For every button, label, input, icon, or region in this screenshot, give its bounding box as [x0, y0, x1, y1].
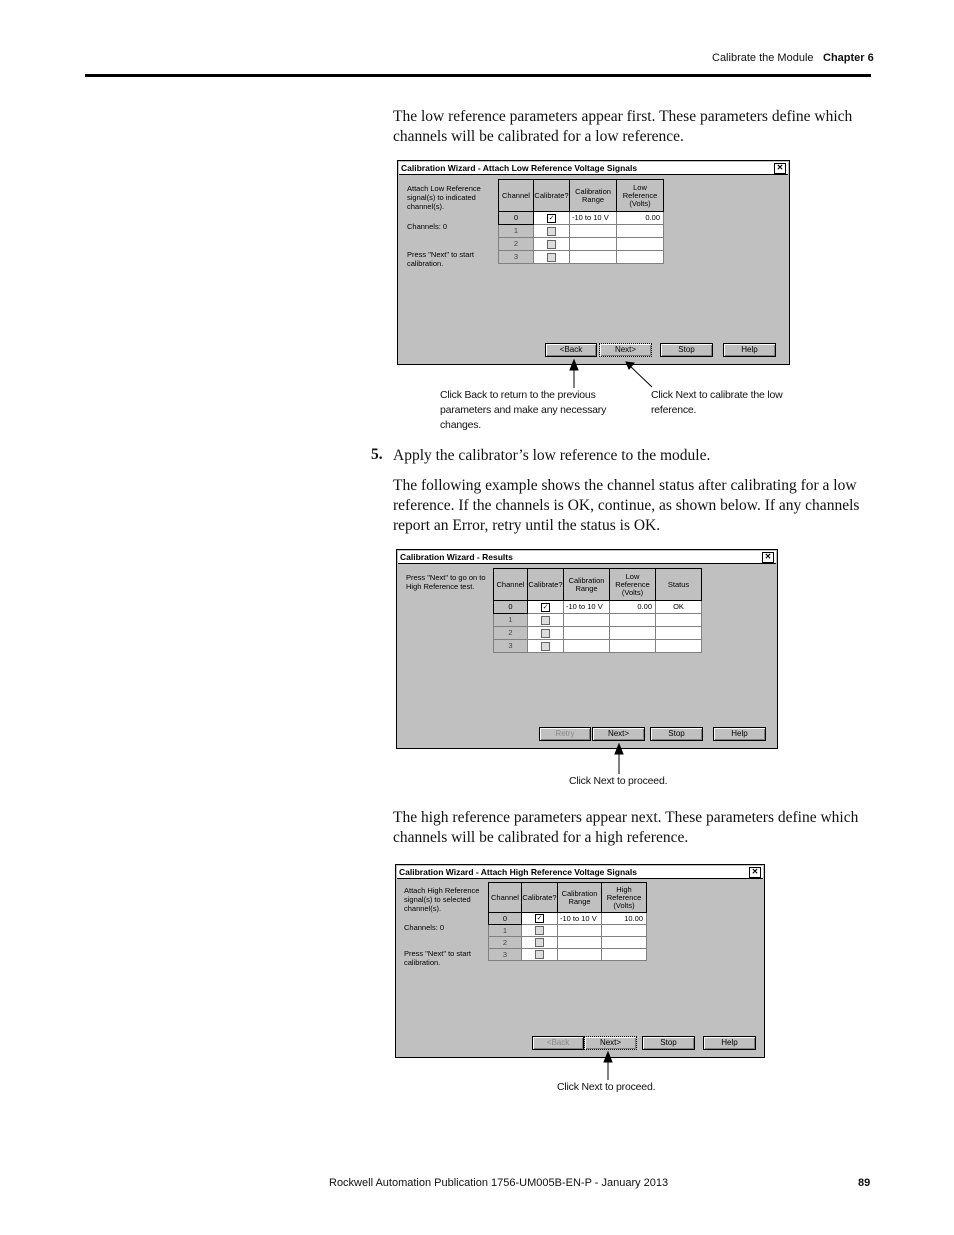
range-cell[interactable]: -10 to 10 V	[558, 913, 602, 925]
header-reference: Low Reference (Volts)	[617, 180, 664, 212]
header-status: Status	[656, 569, 702, 601]
press-next-text: Press "Next" to start calibration.	[404, 949, 472, 967]
header-chapter: Chapter 6	[823, 52, 874, 64]
header-channel: Channel	[489, 883, 522, 913]
stop-button[interactable]: Stop	[650, 727, 703, 741]
channel-cell[interactable]: 3	[489, 949, 522, 961]
back-button[interactable]: <Back	[545, 343, 597, 357]
page-number: 89	[858, 1177, 871, 1189]
arrow-next-low-head	[626, 362, 634, 369]
header-section-title: Calibrate the Module	[712, 52, 814, 64]
channel-cell[interactable]: 1	[499, 225, 534, 238]
arrow-back-head	[570, 360, 578, 370]
caption-proceed-results: Click Next to proceed.	[569, 775, 668, 787]
channel-cell[interactable]: 2	[494, 627, 528, 640]
stop-button[interactable]: Stop	[660, 343, 713, 357]
close-icon[interactable]: ✕	[774, 163, 786, 174]
status-cell: OK	[656, 601, 702, 614]
channel-cell[interactable]: 3	[499, 251, 534, 264]
caption-back: Click Back to return to the previous parameters and make any necessary changes.	[440, 389, 607, 431]
retry-button[interactable]: Retry	[539, 727, 591, 741]
close-icon[interactable]: ✕	[762, 552, 774, 563]
channels-label: Channels: 0	[404, 923, 445, 932]
header-calibrate: Calibrate?	[522, 883, 558, 913]
range-cell[interactable]: -10 to 10 V	[570, 212, 617, 225]
header-range: Calibration Range	[558, 883, 602, 913]
channel-cell[interactable]: 0	[499, 212, 534, 225]
step-number: 5.	[371, 446, 383, 463]
next-button[interactable]: Next>	[592, 727, 645, 741]
header-range: Calibration Range	[564, 569, 610, 601]
caption-proceed-high: Click Next to proceed.	[557, 1081, 656, 1093]
step-text: Apply the calibrator’s low reference to the module.	[393, 447, 711, 464]
instruction-text: Attach High Reference signal(s) to selected channel(s).	[404, 886, 480, 913]
calibrate-checkbox[interactable]: ✓	[536, 915, 543, 922]
channel-cell[interactable]: 0	[494, 601, 528, 614]
results-paragraph: The following example shows the channel status after calibrating for a low reference. If the channels is OK, continue, as shown below. If any channels report an Error, retry until the status is OK.	[393, 477, 860, 534]
next-button[interactable]: Next>	[584, 1036, 637, 1050]
channel-cell[interactable]: 1	[489, 925, 522, 937]
help-button[interactable]: Help	[723, 343, 776, 357]
dialog-title: Calibration Wizard - Results	[400, 552, 513, 562]
range-cell[interactable]: -10 to 10 V	[564, 601, 610, 614]
header-range: Calibration Range	[570, 180, 617, 212]
header-reference: High Reference (Volts)	[602, 883, 647, 913]
dialog-title: Calibration Wizard - Attach Low Reference Voltage Signals	[401, 163, 638, 173]
instruction-text: Attach Low Reference signal(s) to indicated channel(s).	[407, 184, 481, 211]
calibrate-checkbox[interactable]: ✓	[542, 603, 549, 611]
header-channel: Channel	[494, 569, 528, 601]
dialog-title: Calibration Wizard - Attach High Reference Voltage Signals	[399, 867, 637, 877]
header-channel: Channel	[499, 180, 534, 212]
press-next-text: Press "Next" to start calibration.	[407, 250, 475, 268]
reference-cell[interactable]: 0.00	[610, 601, 656, 614]
arrow-next-low	[630, 366, 652, 387]
arrow-next-high-head	[604, 1052, 612, 1062]
header-calibrate: Calibrate?	[528, 569, 564, 601]
footer-publication: Rockwell Automation Publication 1756-UM005B-EN-P - January 2013	[329, 1177, 669, 1189]
help-button[interactable]: Help	[703, 1036, 756, 1050]
channel-cell[interactable]: 0	[489, 913, 522, 925]
help-button[interactable]: Help	[713, 727, 766, 741]
intro-paragraph-low: The low reference parameters appear first. These parameters define which channels will be calibrated for a low reference.	[393, 108, 853, 145]
channel-cell[interactable]: 2	[499, 238, 534, 251]
channel-cell[interactable]: 3	[494, 640, 528, 653]
close-icon[interactable]: ✕	[749, 867, 761, 878]
caption-next-low: Click Next to calibrate the low reference.	[651, 389, 783, 416]
channel-cell[interactable]: 2	[489, 937, 522, 949]
reference-cell[interactable]: 0.00	[617, 212, 664, 225]
back-button[interactable]: <Back	[532, 1036, 584, 1050]
next-button[interactable]: Next>	[599, 343, 652, 357]
header-reference: Low Reference (Volts)	[610, 569, 656, 601]
channels-label: Channels: 0	[407, 222, 448, 231]
stop-button[interactable]: Stop	[642, 1036, 695, 1050]
arrow-next-results-head	[615, 744, 623, 754]
calibrate-checkbox[interactable]: ✓	[548, 214, 555, 222]
channel-cell[interactable]: 1	[494, 614, 528, 627]
header-calibrate: Calibrate?	[534, 180, 570, 212]
high-reference-paragraph: The high reference parameters appear next. These parameters define which channels will be calibrated for a high reference.	[393, 809, 859, 846]
reference-cell[interactable]: 10.00	[602, 913, 647, 925]
instruction-text: Press "Next" to go on to High Reference test.	[406, 573, 486, 591]
